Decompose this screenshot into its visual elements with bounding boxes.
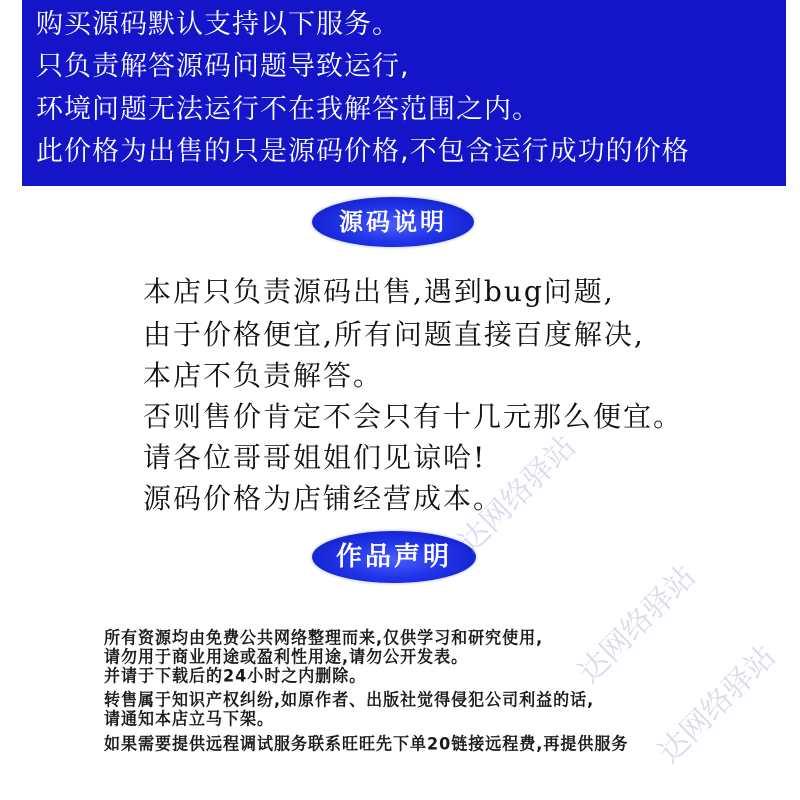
description-line: 本店不负责解答。 bbox=[143, 359, 384, 392]
description-line: 由于价格便宜,所有问题直接百度解决, bbox=[143, 318, 645, 351]
statement-line: 请勿用于商业用途或盈利性用途,请勿公开发表。 bbox=[104, 646, 469, 667]
notice-banner bbox=[22, 0, 786, 186]
statement-line: 如果需要提供远程调试服务联系旺旺先下单20链接远程费,再提供服务 bbox=[104, 733, 629, 754]
description-line: 否则售价肯定不会只有十几元那么便宜。 bbox=[143, 400, 684, 433]
source-code-description-badge: 源码说明 bbox=[312, 197, 474, 247]
banner-line: 只负责解答源码问题导致运行, bbox=[36, 51, 410, 82]
watermark-text: 达网络驿站 bbox=[652, 639, 783, 770]
work-statement-badge: 作品声明 bbox=[312, 531, 476, 583]
watermark-text: 达网络驿站 bbox=[452, 429, 583, 560]
description-line: 源码价格为店铺经营成本。 bbox=[143, 482, 504, 515]
banner-line: 环境问题无法运行不在我解答范围之内。 bbox=[36, 94, 540, 125]
watermark-text: 达网络驿站 bbox=[572, 559, 703, 690]
statement-line: 请通知本店立马下架。 bbox=[104, 708, 275, 729]
statement-line: 转售属于知识产权纠纷,如原作者、出版社觉得侵犯公司利益的话, bbox=[104, 689, 595, 710]
banner-line: 此价格为出售的只是源码价格,不包含运行成功的价格 bbox=[36, 136, 690, 167]
statement-line: 所有资源均由免费公共网络整理而来,仅供学习和研究使用, bbox=[104, 627, 544, 648]
description-line: 本店只负责源码出售,遇到bug问题, bbox=[143, 275, 615, 308]
description-line: 请各位哥哥姐姐们见谅哈! bbox=[143, 441, 487, 474]
banner-line: 购买源码默认支持以下服务。 bbox=[36, 9, 400, 40]
statement-line: 并请于下载后的24小时之内删除。 bbox=[104, 665, 367, 686]
